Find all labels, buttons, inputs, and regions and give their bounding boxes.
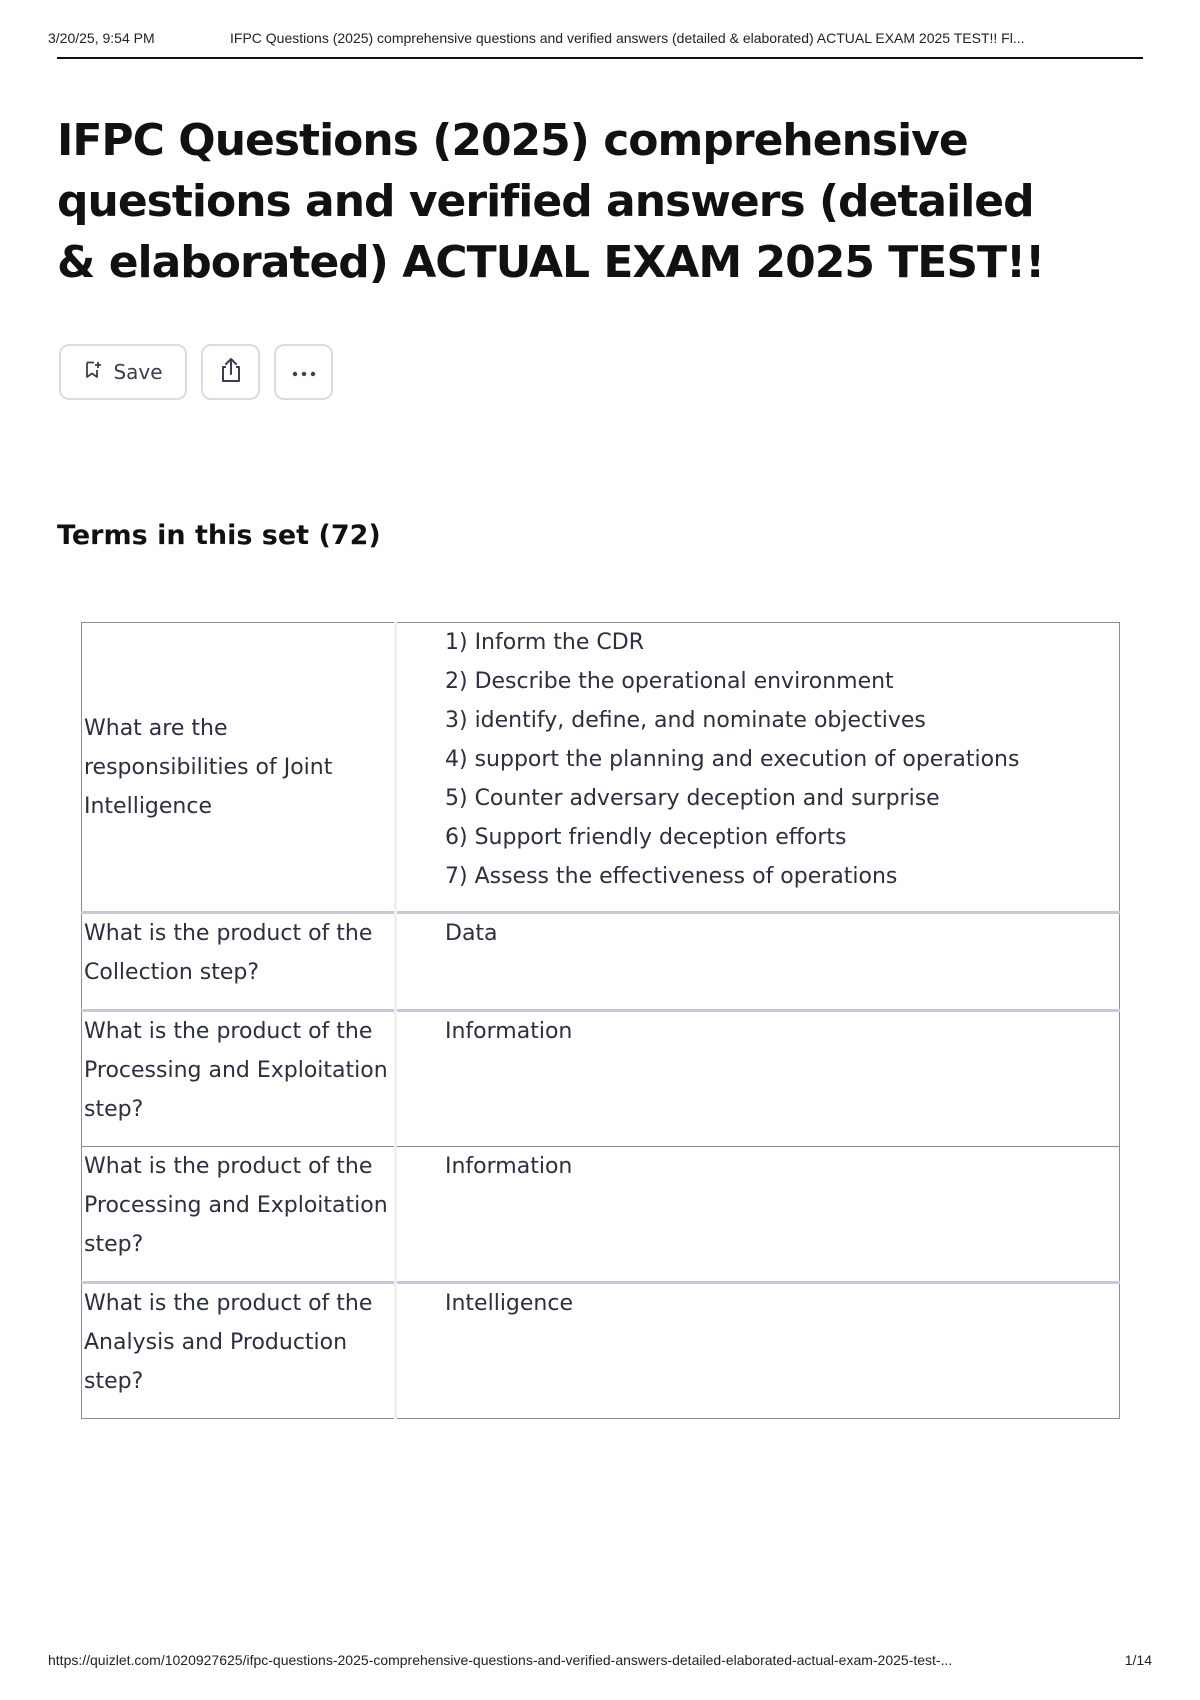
terms-heading: Terms in this set (72) [57, 520, 381, 551]
definition-line: Information [445, 1154, 573, 1179]
definition-line: 3) identify, define, and nominate objectives [445, 708, 926, 733]
term-cell: What is the product of the Processing and Exploitation step? [82, 1147, 396, 1283]
term-cell: What is the product of the Processing and Exploitation step? [82, 1011, 396, 1147]
definition-cell [396, 1147, 1120, 1283]
definition-cell [396, 623, 1120, 913]
save-button-label: Save [113, 360, 163, 384]
page-number: 1/14 [1124, 1652, 1152, 1668]
header-divider [57, 57, 1143, 59]
more-horizontal-icon [289, 360, 319, 384]
table-row [82, 913, 1120, 1011]
terms-table [81, 622, 1120, 1419]
definition-line: 2) Describe the operational environment [445, 669, 894, 694]
definition-line: 6) Support friendly deception efforts [445, 825, 847, 850]
bookmark-plus-icon [83, 360, 103, 385]
table-row [82, 1283, 1120, 1419]
definition-cell [396, 1011, 1120, 1147]
definition-line: Information [445, 1019, 573, 1044]
share-button[interactable] [201, 344, 260, 400]
table-row [82, 623, 1120, 913]
save-button[interactable] [59, 344, 187, 400]
print-footer [48, 1652, 1152, 1672]
table-row [82, 1011, 1120, 1147]
print-datetime: 3/20/25, 9:54 PM [48, 30, 155, 46]
definition-line: 4) support the planning and execution of operations [445, 747, 1020, 772]
share-icon [216, 355, 246, 390]
definition-line: 7) Assess the effectiveness of operations [445, 864, 898, 889]
print-url: https://quizlet.com/1020927625/ifpc-questions-2025-comprehensive-questions-and-verified-answers-detailed-elaborated-actual-exam-2025-test-... [48, 1652, 953, 1668]
definition-line: Intelligence [445, 1291, 574, 1316]
definition-line: 1) Inform the CDR [445, 630, 644, 655]
term-cell: What is the product of the Analysis and Production step? [82, 1283, 396, 1419]
print-header [48, 30, 1152, 50]
definition-cell [396, 913, 1120, 1011]
definition-line: Data [445, 921, 498, 946]
term-cell: What are the responsibilities of Joint Intelligence [82, 623, 396, 913]
print-doc-title: IFPC Questions (2025) comprehensive questions and verified answers (detailed & elaborated) ACTUAL EXAM 2025 TEST!! Fl... [230, 30, 1025, 46]
term-cell: What is the product of the Collection step? [82, 913, 396, 1011]
definition-line: 5) Counter adversary deception and surprise [445, 786, 940, 811]
table-row [82, 1147, 1120, 1283]
definition-cell [396, 1283, 1120, 1419]
page-title: IFPC Questions (2025) comprehensive questions and verified answers (detailed & elaborated) ACTUAL EXAM 2025 TEST!! [57, 115, 1045, 288]
action-bar [59, 344, 333, 400]
more-button[interactable] [274, 344, 333, 400]
